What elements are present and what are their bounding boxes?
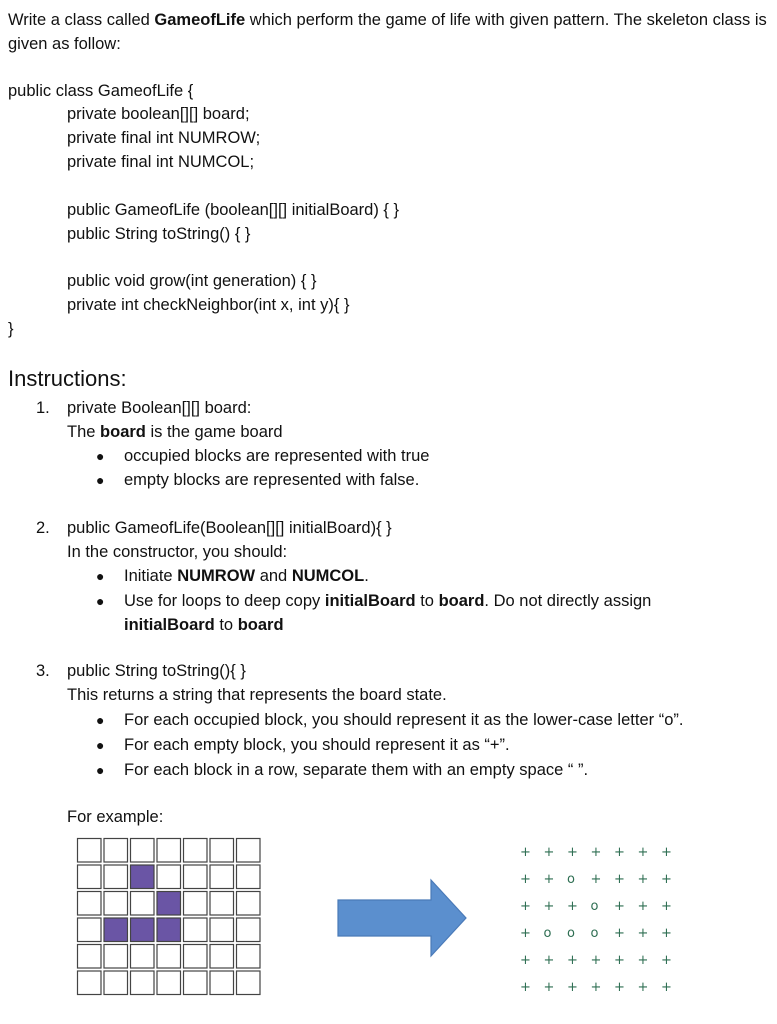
item-title: public GameofLife(Boolean[][] initialBoard){ } bbox=[67, 519, 392, 537]
output-cell: + bbox=[637, 926, 649, 941]
output-cell: + bbox=[614, 872, 625, 887]
grid-cell-empty bbox=[131, 839, 155, 863]
grid-cell-empty bbox=[78, 918, 102, 942]
grid-cell-empty bbox=[131, 892, 155, 916]
output-cell: + bbox=[543, 899, 555, 914]
class-name: GameofLife bbox=[154, 11, 246, 29]
grid-cell-empty bbox=[157, 839, 181, 863]
grid-cell-filled bbox=[157, 918, 181, 942]
bullet-item-continued: initialBoard to board bbox=[124, 616, 284, 634]
grid-cell-filled bbox=[157, 892, 181, 916]
output-cell: o bbox=[543, 926, 552, 941]
grid-cell-empty bbox=[210, 892, 234, 916]
output-cell: + bbox=[614, 926, 625, 941]
grid-cell-empty bbox=[78, 945, 102, 969]
output-cell: + bbox=[520, 845, 531, 860]
output-cell: + bbox=[637, 872, 649, 887]
grid-cell-empty bbox=[237, 945, 261, 969]
grid-cell-empty bbox=[237, 892, 261, 916]
grid-cell-empty bbox=[210, 918, 234, 942]
grid-cell-empty bbox=[104, 865, 128, 889]
bullet-icon: ● bbox=[96, 593, 105, 609]
output-cell: + bbox=[520, 953, 531, 968]
bullet-icon: ● bbox=[96, 568, 105, 584]
output-cell: + bbox=[661, 872, 672, 887]
grid-cell-empty bbox=[157, 945, 181, 969]
right-arrow-icon bbox=[336, 878, 468, 958]
grid-cell-empty bbox=[78, 892, 102, 916]
output-cell: + bbox=[590, 953, 602, 968]
grid-cell-empty bbox=[131, 945, 155, 969]
output-cell: + bbox=[614, 953, 625, 968]
output-cell: + bbox=[543, 872, 555, 887]
output-cell: + bbox=[520, 980, 531, 995]
grid-cell-empty bbox=[184, 971, 208, 995]
output-cell: o bbox=[567, 926, 575, 941]
code-field: private boolean[][] board; bbox=[67, 105, 250, 123]
grid-cell-empty bbox=[104, 971, 128, 995]
output-cell: + bbox=[661, 980, 672, 995]
code-method: public GameofLife (boolean[][] initialBoard) { } bbox=[67, 201, 400, 219]
grid-cell-empty bbox=[184, 892, 208, 916]
grid-cell-empty bbox=[104, 892, 128, 916]
code-class-open: public class GameofLife { bbox=[8, 82, 194, 100]
output-row bbox=[520, 866, 685, 893]
bullet-icon: ● bbox=[96, 448, 105, 464]
grid-cell-empty bbox=[237, 839, 261, 863]
item-description: This returns a string that represents the board state. bbox=[67, 686, 447, 704]
instructions-heading: Instructions: bbox=[8, 366, 127, 391]
bullet-icon: ● bbox=[96, 712, 105, 728]
output-cell: + bbox=[661, 845, 672, 860]
item-description: The board is the game board bbox=[67, 423, 283, 441]
bullet-item: empty blocks are represented with false. bbox=[124, 471, 420, 489]
bullet-icon: ● bbox=[96, 472, 105, 488]
output-cell: + bbox=[614, 845, 625, 860]
bullet-item: occupied blocks are represented with true bbox=[124, 447, 430, 465]
output-cell: + bbox=[661, 953, 672, 968]
item-description: In the constructor, you should: bbox=[67, 543, 288, 561]
output-cell: + bbox=[520, 872, 531, 887]
grid-cell-empty bbox=[184, 839, 208, 863]
item-number: 1. bbox=[36, 399, 50, 417]
grid-cell-empty bbox=[210, 945, 234, 969]
output-cell: + bbox=[520, 926, 531, 941]
grid-cell-empty bbox=[237, 971, 261, 995]
item-number: 2. bbox=[36, 519, 50, 537]
example-output bbox=[520, 839, 685, 1001]
output-cell: + bbox=[567, 980, 578, 995]
item-title: private Boolean[][] board: bbox=[67, 399, 252, 417]
grid-cell-empty bbox=[104, 839, 128, 863]
bullet-item: For each block in a row, separate them with an empty space “ ”. bbox=[124, 761, 589, 779]
output-cell: + bbox=[637, 980, 649, 995]
output-cell: + bbox=[590, 872, 602, 887]
grid-cell-filled bbox=[131, 865, 155, 889]
code-method: public String toString() { } bbox=[67, 225, 251, 243]
grid-cell-empty bbox=[210, 971, 234, 995]
item-number: 3. bbox=[36, 662, 50, 680]
output-cell: + bbox=[637, 845, 649, 860]
intro-paragraph: Write a class called GameofLife which perform the game of life with given pattern. The skeleton class is given as follow: bbox=[8, 11, 767, 53]
bullet-item: For each occupied block, you should represent it as the lower-case letter “o”. bbox=[124, 711, 684, 729]
code-class-close: } bbox=[8, 320, 14, 338]
output-row bbox=[520, 839, 685, 866]
output-row bbox=[520, 974, 685, 1001]
grid-cell-empty bbox=[184, 865, 208, 889]
code-field: private final int NUMROW; bbox=[67, 129, 261, 147]
grid-cell-empty bbox=[78, 971, 102, 995]
grid-cell-empty bbox=[210, 839, 234, 863]
grid-cell-empty bbox=[210, 865, 234, 889]
grid-cell-empty bbox=[78, 865, 102, 889]
output-row bbox=[520, 920, 685, 947]
output-cell: + bbox=[590, 845, 602, 860]
grid-cell-empty bbox=[131, 971, 155, 995]
arrow-shape bbox=[338, 880, 466, 956]
grid-cell-filled bbox=[131, 918, 155, 942]
code-method: private int checkNeighbor(int x, int y){ } bbox=[67, 296, 350, 314]
example-grid bbox=[76, 837, 264, 999]
output-row bbox=[520, 947, 685, 974]
bullet-item: For each empty block, you should represent it as “+”. bbox=[124, 736, 510, 754]
output-cell: + bbox=[543, 953, 555, 968]
grid-cell-empty bbox=[157, 971, 181, 995]
grid-cell-empty bbox=[184, 918, 208, 942]
output-cell: o bbox=[567, 872, 575, 887]
bullet-icon: ● bbox=[96, 762, 105, 778]
output-cell: o bbox=[590, 926, 599, 941]
grid-cell-empty bbox=[104, 945, 128, 969]
grid-cell-empty bbox=[237, 918, 261, 942]
code-method: public void grow(int generation) { } bbox=[67, 272, 317, 290]
output-cell: + bbox=[567, 899, 578, 914]
output-cell: + bbox=[614, 980, 625, 995]
output-cell: + bbox=[520, 899, 531, 914]
grid-cell-empty bbox=[237, 865, 261, 889]
bullet-item: Use for loops to deep copy initialBoard to board. Do not directly assign bbox=[124, 592, 652, 610]
grid-cell-filled bbox=[104, 918, 128, 942]
code-field: private final int NUMCOL; bbox=[67, 153, 255, 171]
grid-cell-empty bbox=[184, 945, 208, 969]
output-cell: o bbox=[590, 899, 599, 914]
grid-cell-empty bbox=[157, 865, 181, 889]
output-cell: + bbox=[661, 926, 672, 941]
output-cell: + bbox=[661, 899, 672, 914]
output-row bbox=[520, 893, 685, 920]
output-cell: + bbox=[567, 845, 578, 860]
output-cell: + bbox=[614, 899, 625, 914]
output-cell: + bbox=[637, 953, 649, 968]
output-cell: + bbox=[590, 980, 602, 995]
output-cell: + bbox=[637, 899, 649, 914]
grid-cell-empty bbox=[78, 839, 102, 863]
output-cell: + bbox=[543, 845, 555, 860]
bullet-item: Initiate NUMROW and NUMCOL. bbox=[124, 567, 369, 585]
item-title: public String toString(){ } bbox=[67, 662, 246, 680]
output-cell: + bbox=[543, 980, 555, 995]
bullet-icon: ● bbox=[96, 737, 105, 753]
example-label: For example: bbox=[67, 808, 164, 826]
output-cell: + bbox=[567, 953, 578, 968]
